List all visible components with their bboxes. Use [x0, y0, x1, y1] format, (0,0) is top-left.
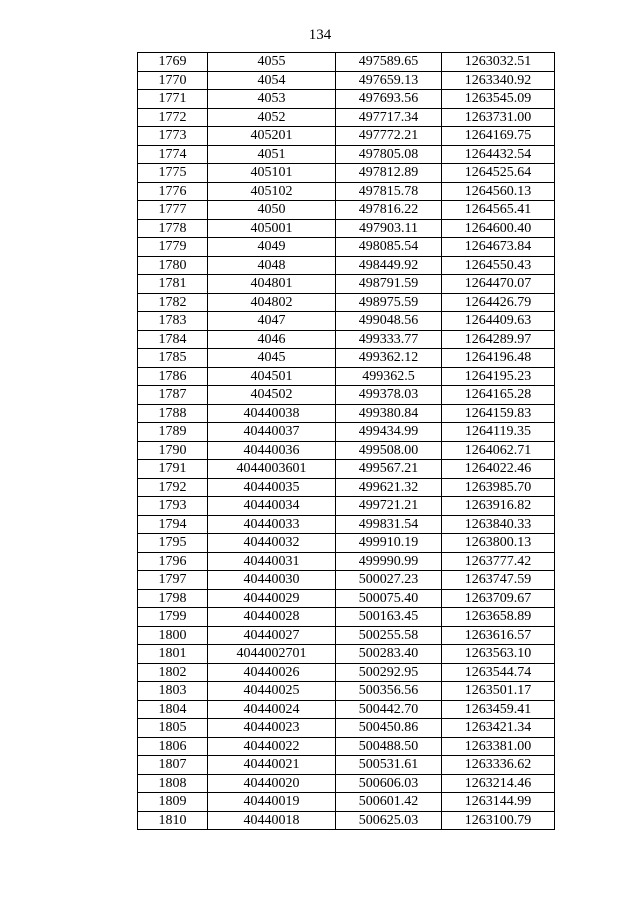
point-id-cell: 4045	[208, 349, 336, 368]
table-row	[138, 238, 555, 257]
x-coordinate-cell: 499567.21	[336, 460, 442, 479]
point-id-cell: 40440021	[208, 756, 336, 775]
table-row	[138, 737, 555, 756]
y-coordinate-cell: 1263658.89	[442, 608, 555, 627]
table-row	[138, 626, 555, 645]
y-coordinate-cell: 1264062.71	[442, 441, 555, 460]
row-number-cell: 1806	[138, 737, 208, 756]
y-coordinate-cell: 1263501.17	[442, 682, 555, 701]
y-coordinate-cell: 1263545.09	[442, 90, 555, 109]
row-number-cell: 1780	[138, 256, 208, 275]
point-id-cell: 40440019	[208, 793, 336, 812]
row-number-cell: 1804	[138, 700, 208, 719]
y-coordinate-cell: 1263144.99	[442, 793, 555, 812]
x-coordinate-cell: 499831.54	[336, 515, 442, 534]
x-coordinate-cell: 500450.86	[336, 719, 442, 738]
point-id-cell: 404501	[208, 367, 336, 386]
page-number: 134	[308, 27, 332, 43]
y-coordinate-cell: 1263616.57	[442, 626, 555, 645]
table-row	[138, 811, 555, 830]
point-id-cell: 4049	[208, 238, 336, 257]
x-coordinate-cell: 497717.34	[336, 108, 442, 127]
y-coordinate-cell: 1264196.48	[442, 349, 555, 368]
row-number-cell: 1800	[138, 626, 208, 645]
row-number-cell: 1796	[138, 552, 208, 571]
y-coordinate-cell: 1264426.79	[442, 293, 555, 312]
y-coordinate-cell: 1264409.63	[442, 312, 555, 331]
table-row	[138, 608, 555, 627]
row-number-cell: 1797	[138, 571, 208, 590]
row-number-cell: 1770	[138, 71, 208, 90]
row-number-cell: 1791	[138, 460, 208, 479]
y-coordinate-cell: 1264560.13	[442, 182, 555, 201]
y-coordinate-cell: 1263214.46	[442, 774, 555, 793]
point-id-cell: 40440038	[208, 404, 336, 423]
y-coordinate-cell: 1263709.67	[442, 589, 555, 608]
x-coordinate-cell: 499333.77	[336, 330, 442, 349]
point-id-cell: 40440018	[208, 811, 336, 830]
x-coordinate-cell: 497903.11	[336, 219, 442, 238]
y-coordinate-cell: 1263421.34	[442, 719, 555, 738]
table-row	[138, 552, 555, 571]
table-row	[138, 201, 555, 220]
table-row	[138, 404, 555, 423]
x-coordinate-cell: 500442.70	[336, 700, 442, 719]
table-row	[138, 423, 555, 442]
y-coordinate-cell: 1263340.92	[442, 71, 555, 90]
point-id-cell: 40440027	[208, 626, 336, 645]
point-id-cell: 4048	[208, 256, 336, 275]
table-row	[138, 719, 555, 738]
table-row	[138, 312, 555, 331]
x-coordinate-cell: 497815.78	[336, 182, 442, 201]
x-coordinate-cell: 499048.56	[336, 312, 442, 331]
table-row	[138, 108, 555, 127]
point-id-cell: 40440037	[208, 423, 336, 442]
point-id-cell: 40440034	[208, 497, 336, 516]
x-coordinate-cell: 500601.42	[336, 793, 442, 812]
row-number-cell: 1774	[138, 145, 208, 164]
table-row	[138, 460, 555, 479]
row-number-cell: 1778	[138, 219, 208, 238]
x-coordinate-cell: 500488.50	[336, 737, 442, 756]
x-coordinate-cell: 499378.03	[336, 386, 442, 405]
row-number-cell: 1792	[138, 478, 208, 497]
row-number-cell: 1787	[138, 386, 208, 405]
x-coordinate-cell: 497589.65	[336, 53, 442, 72]
y-coordinate-cell: 1264022.46	[442, 460, 555, 479]
y-coordinate-cell: 1264470.07	[442, 275, 555, 294]
y-coordinate-cell: 1263381.00	[442, 737, 555, 756]
point-id-cell: 40440033	[208, 515, 336, 534]
table-row	[138, 90, 555, 109]
point-id-cell: 404801	[208, 275, 336, 294]
point-id-cell: 40440023	[208, 719, 336, 738]
row-number-cell: 1777	[138, 201, 208, 220]
table-row	[138, 515, 555, 534]
y-coordinate-cell: 1264195.23	[442, 367, 555, 386]
x-coordinate-cell: 499621.32	[336, 478, 442, 497]
table-row	[138, 293, 555, 312]
row-number-cell: 1779	[138, 238, 208, 257]
point-id-cell: 4044002701	[208, 645, 336, 664]
table-row	[138, 756, 555, 775]
y-coordinate-cell: 1264119.35	[442, 423, 555, 442]
x-coordinate-cell: 497693.56	[336, 90, 442, 109]
row-number-cell: 1789	[138, 423, 208, 442]
x-coordinate-cell: 497816.22	[336, 201, 442, 220]
x-coordinate-cell: 500606.03	[336, 774, 442, 793]
point-id-cell: 4052	[208, 108, 336, 127]
row-number-cell: 1773	[138, 127, 208, 146]
coordinates-table	[137, 52, 555, 830]
row-number-cell: 1808	[138, 774, 208, 793]
table-row	[138, 127, 555, 146]
row-number-cell: 1803	[138, 682, 208, 701]
x-coordinate-cell: 498975.59	[336, 293, 442, 312]
point-id-cell: 4050	[208, 201, 336, 220]
table-row	[138, 645, 555, 664]
x-coordinate-cell: 497812.89	[336, 164, 442, 183]
table-row	[138, 793, 555, 812]
x-coordinate-cell: 499434.99	[336, 423, 442, 442]
row-number-cell: 1776	[138, 182, 208, 201]
point-id-cell: 40440029	[208, 589, 336, 608]
y-coordinate-cell: 1263032.51	[442, 53, 555, 72]
table-row	[138, 182, 555, 201]
table-row	[138, 256, 555, 275]
x-coordinate-cell: 500531.61	[336, 756, 442, 775]
table-row	[138, 589, 555, 608]
point-id-cell: 405001	[208, 219, 336, 238]
y-coordinate-cell: 1264673.84	[442, 238, 555, 257]
row-number-cell: 1801	[138, 645, 208, 664]
y-coordinate-cell: 1264550.43	[442, 256, 555, 275]
row-number-cell: 1784	[138, 330, 208, 349]
x-coordinate-cell: 499362.12	[336, 349, 442, 368]
x-coordinate-cell: 498449.92	[336, 256, 442, 275]
y-coordinate-cell: 1263544.74	[442, 663, 555, 682]
table-row	[138, 386, 555, 405]
x-coordinate-cell: 500356.56	[336, 682, 442, 701]
row-number-cell: 1793	[138, 497, 208, 516]
y-coordinate-cell: 1263916.82	[442, 497, 555, 516]
row-number-cell: 1790	[138, 441, 208, 460]
x-coordinate-cell: 498791.59	[336, 275, 442, 294]
x-coordinate-cell: 499990.99	[336, 552, 442, 571]
y-coordinate-cell: 1264289.97	[442, 330, 555, 349]
table-row	[138, 497, 555, 516]
point-id-cell: 40440030	[208, 571, 336, 590]
y-coordinate-cell: 1263985.70	[442, 478, 555, 497]
point-id-cell: 404502	[208, 386, 336, 405]
x-coordinate-cell: 500255.58	[336, 626, 442, 645]
table-row	[138, 349, 555, 368]
row-number-cell: 1794	[138, 515, 208, 534]
y-coordinate-cell: 1264600.40	[442, 219, 555, 238]
row-number-cell: 1788	[138, 404, 208, 423]
point-id-cell: 40440020	[208, 774, 336, 793]
table-row	[138, 441, 555, 460]
table-row	[138, 367, 555, 386]
x-coordinate-cell: 500625.03	[336, 811, 442, 830]
x-coordinate-cell: 500163.45	[336, 608, 442, 627]
y-coordinate-cell: 1263840.33	[442, 515, 555, 534]
table-row	[138, 700, 555, 719]
x-coordinate-cell: 497772.21	[336, 127, 442, 146]
y-coordinate-cell: 1263336.62	[442, 756, 555, 775]
row-number-cell: 1805	[138, 719, 208, 738]
table-body	[138, 53, 555, 830]
row-number-cell: 1786	[138, 367, 208, 386]
point-id-cell: 40440032	[208, 534, 336, 553]
point-id-cell: 4051	[208, 145, 336, 164]
row-number-cell: 1769	[138, 53, 208, 72]
y-coordinate-cell: 1263800.13	[442, 534, 555, 553]
y-coordinate-cell: 1263747.59	[442, 571, 555, 590]
point-id-cell: 40440031	[208, 552, 336, 571]
y-coordinate-cell: 1264525.64	[442, 164, 555, 183]
point-id-cell: 40440026	[208, 663, 336, 682]
x-coordinate-cell: 499362.5	[336, 367, 442, 386]
table-row	[138, 164, 555, 183]
y-coordinate-cell: 1264159.83	[442, 404, 555, 423]
point-id-cell: 4055	[208, 53, 336, 72]
point-id-cell: 40440035	[208, 478, 336, 497]
row-number-cell: 1798	[138, 589, 208, 608]
row-number-cell: 1771	[138, 90, 208, 109]
point-id-cell: 40440025	[208, 682, 336, 701]
table-row	[138, 571, 555, 590]
table-row	[138, 71, 555, 90]
y-coordinate-cell: 1264565.41	[442, 201, 555, 220]
row-number-cell: 1782	[138, 293, 208, 312]
point-id-cell: 405101	[208, 164, 336, 183]
table-row	[138, 145, 555, 164]
table-row	[138, 534, 555, 553]
x-coordinate-cell: 500027.23	[336, 571, 442, 590]
row-number-cell: 1785	[138, 349, 208, 368]
point-id-cell: 4046	[208, 330, 336, 349]
y-coordinate-cell: 1264432.54	[442, 145, 555, 164]
point-id-cell: 4054	[208, 71, 336, 90]
row-number-cell: 1809	[138, 793, 208, 812]
x-coordinate-cell: 498085.54	[336, 238, 442, 257]
x-coordinate-cell: 499721.21	[336, 497, 442, 516]
point-id-cell: 405201	[208, 127, 336, 146]
row-number-cell: 1783	[138, 312, 208, 331]
point-id-cell: 40440022	[208, 737, 336, 756]
point-id-cell: 4053	[208, 90, 336, 109]
y-coordinate-cell: 1263563.10	[442, 645, 555, 664]
table-row	[138, 682, 555, 701]
row-number-cell: 1772	[138, 108, 208, 127]
y-coordinate-cell: 1263459.41	[442, 700, 555, 719]
point-id-cell: 4047	[208, 312, 336, 331]
y-coordinate-cell: 1263777.42	[442, 552, 555, 571]
table-row	[138, 478, 555, 497]
point-id-cell: 404802	[208, 293, 336, 312]
point-id-cell: 4044003601	[208, 460, 336, 479]
table-row	[138, 663, 555, 682]
x-coordinate-cell: 499508.00	[336, 441, 442, 460]
y-coordinate-cell: 1264165.28	[442, 386, 555, 405]
table-row	[138, 275, 555, 294]
point-id-cell: 40440024	[208, 700, 336, 719]
x-coordinate-cell: 500075.40	[336, 589, 442, 608]
x-coordinate-cell: 500283.40	[336, 645, 442, 664]
row-number-cell: 1807	[138, 756, 208, 775]
y-coordinate-cell: 1264169.75	[442, 127, 555, 146]
y-coordinate-cell: 1263731.00	[442, 108, 555, 127]
table-row	[138, 53, 555, 72]
point-id-cell: 40440036	[208, 441, 336, 460]
row-number-cell: 1799	[138, 608, 208, 627]
point-id-cell: 40440028	[208, 608, 336, 627]
table-row	[138, 219, 555, 238]
row-number-cell: 1781	[138, 275, 208, 294]
x-coordinate-cell: 497659.13	[336, 71, 442, 90]
x-coordinate-cell: 499910.19	[336, 534, 442, 553]
table-row	[138, 330, 555, 349]
x-coordinate-cell: 497805.08	[336, 145, 442, 164]
table-row	[138, 774, 555, 793]
point-id-cell: 405102	[208, 182, 336, 201]
row-number-cell: 1802	[138, 663, 208, 682]
x-coordinate-cell: 500292.95	[336, 663, 442, 682]
row-number-cell: 1810	[138, 811, 208, 830]
x-coordinate-cell: 499380.84	[336, 404, 442, 423]
row-number-cell: 1795	[138, 534, 208, 553]
row-number-cell: 1775	[138, 164, 208, 183]
y-coordinate-cell: 1263100.79	[442, 811, 555, 830]
